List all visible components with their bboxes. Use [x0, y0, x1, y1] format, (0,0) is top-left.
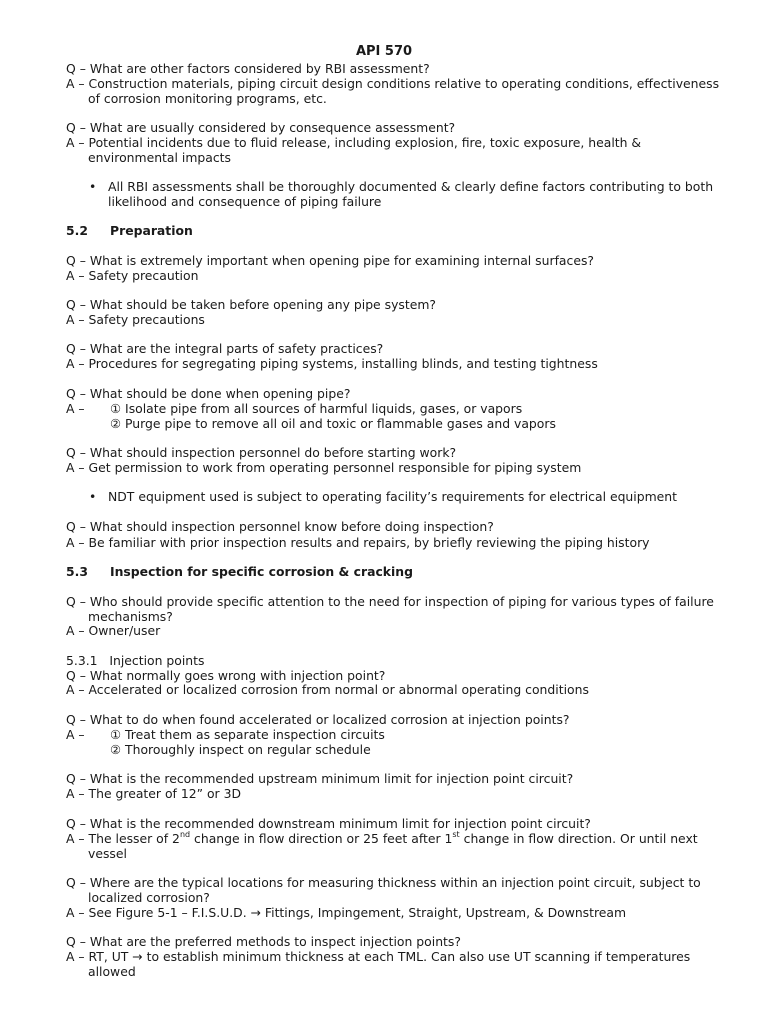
- answer: A – Get permission to work from operating personnel responsible for piping system: [66, 460, 582, 475]
- question: Q – What are usually considered by consequence assessment?: [66, 120, 456, 135]
- question-continuation: mechanisms?: [88, 609, 173, 624]
- answer: A – Potential incidents due to fluid release, including explosion, fire, toxic exposure, health &: [66, 135, 642, 150]
- answer: A – Construction materials, piping circuit design conditions relative to operating conditions, effectiveness: [66, 76, 720, 91]
- bullet-text: All RBI assessments shall be thoroughly documented & clearly define factors contributing to both: [108, 179, 714, 194]
- numbered-step: ② Thoroughly inspect on regular schedule: [110, 742, 371, 757]
- answer: A – Be familiar with prior inspection results and repairs, by briefly reviewing the piping history: [66, 535, 650, 550]
- question: Q – What are the preferred methods to inspect injection points?: [66, 934, 461, 949]
- question: Q – What is extremely important when opening pipe for examining internal surfaces?: [66, 253, 594, 268]
- question: Q – Who should provide specific attention to the need for inspection of piping for various types of failure: [66, 594, 714, 609]
- question: Q – What should inspection personnel do before starting work?: [66, 445, 457, 460]
- answer-continuation: vessel: [88, 846, 127, 861]
- answer: A – Owner/user: [66, 623, 161, 638]
- answer-text: change in flow direction. Or until next: [459, 831, 698, 846]
- answer: [66, 831, 698, 846]
- bullet-text: NDT equipment used is subject to operating facility’s requirements for electrical equipment: [108, 489, 678, 504]
- question: Q – What normally goes wrong with injection point?: [66, 668, 386, 683]
- ordinal-suffix: st: [452, 829, 460, 839]
- question: Q – What to do when found accelerated or localized corrosion at injection points?: [66, 712, 570, 727]
- answer: A – Safety precautions: [66, 312, 205, 327]
- numbered-step: ① Isolate pipe from all sources of harmful liquids, gases, or vapors: [110, 401, 523, 416]
- page-title: API 570: [355, 44, 413, 59]
- question: Q – What should inspection personnel know before doing inspection?: [66, 519, 494, 534]
- section-title: Preparation: [110, 223, 193, 238]
- numbered-step: ② Purge pipe to remove all oil and toxic or flammable gases and vapors: [110, 416, 556, 431]
- bullet-icon: •: [89, 489, 97, 504]
- answer-prefix: A –: [66, 727, 85, 742]
- answer: A – RT, UT → to establish minimum thickness at each TML. Can also use UT scanning if temperatures: [66, 949, 691, 964]
- answer-continuation: of corrosion monitoring programs, etc.: [88, 91, 327, 106]
- bullet-icon: •: [89, 179, 97, 194]
- answer: A – Procedures for segregating piping systems, installing blinds, and testing tightness: [66, 356, 598, 371]
- section-number: 5.2: [66, 223, 88, 238]
- question: Q – What are other factors considered by RBI assessment?: [66, 61, 430, 76]
- answer-text: change in flow direction or 25 feet after 1: [190, 831, 453, 846]
- answer-continuation: environmental impacts: [88, 150, 231, 165]
- answer: A – Accelerated or localized corrosion from normal or abnormal operating conditions: [66, 682, 589, 697]
- question-continuation: localized corrosion?: [88, 890, 210, 905]
- question: Q – Where are the typical locations for measuring thickness within an injection point circuit, subject to: [66, 875, 701, 890]
- answer: A – Safety precaution: [66, 268, 199, 283]
- answer-prefix: A –: [66, 401, 85, 416]
- answer-text: A – The lesser of 2: [66, 831, 180, 846]
- question: Q – What should be done when opening pipe?: [66, 386, 351, 401]
- subsection-heading: 5.3.1 Injection points: [66, 653, 205, 668]
- ordinal-suffix: nd: [179, 829, 191, 839]
- question: Q – What are the integral parts of safety practices?: [66, 341, 384, 356]
- section-title: Inspection for specific corrosion & cracking: [110, 564, 413, 579]
- section-heading: [66, 223, 193, 238]
- section-number: 5.3: [66, 564, 88, 579]
- question: Q – What is the recommended downstream minimum limit for injection point circuit?: [66, 816, 591, 831]
- section-heading: [66, 564, 413, 579]
- question: Q – What is the recommended upstream minimum limit for injection point circuit?: [66, 771, 574, 786]
- question: Q – What should be taken before opening any pipe system?: [66, 297, 436, 312]
- answer-continuation: allowed: [88, 964, 136, 979]
- bullet-text-continuation: likelihood and consequence of piping failure: [108, 194, 382, 209]
- answer: A – See Figure 5-1 – F.I.S.U.D. → Fittings, Impingement, Straight, Upstream, & Downstream: [66, 905, 627, 920]
- answer: A – The greater of 12” or 3D: [66, 786, 241, 801]
- numbered-step: ① Treat them as separate inspection circuits: [110, 727, 385, 742]
